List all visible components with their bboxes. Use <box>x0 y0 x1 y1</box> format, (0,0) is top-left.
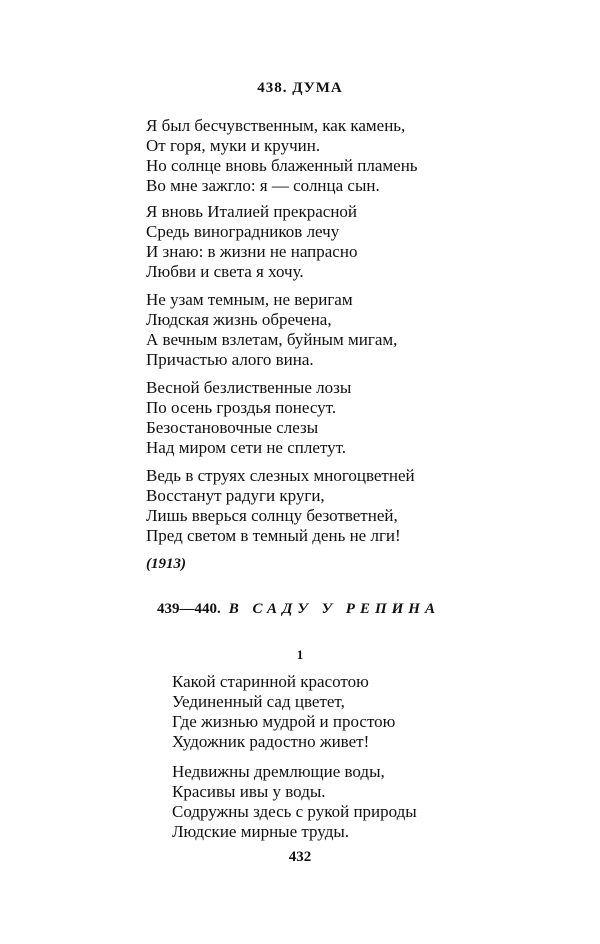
verse-line: По осень гроздья понесут. <box>146 398 337 417</box>
verse-line: Причастью алого вина. <box>146 350 314 369</box>
poem-number: 438. <box>257 80 288 96</box>
verse-line: Я был бесчувственным, как камень, <box>146 116 406 135</box>
verse-line: Людские мирные труды. <box>172 822 350 841</box>
verse-line: Лишь вверься солнцу безответней, <box>146 506 398 525</box>
verse-line: Какой старинной красотою <box>172 672 369 691</box>
poem-title-439-440 <box>157 601 440 618</box>
verse-line: Весной безлиственные лозы <box>146 378 352 397</box>
verse-line: Я вновь Италией прекрасной <box>146 202 358 221</box>
poem-title-438 <box>0 80 600 97</box>
verse-line: Пред светом в темный день не лги! <box>146 526 401 545</box>
verse-line: И знаю: в жизни не напрасно <box>146 242 358 261</box>
verse-line: Художник радостно живет! <box>172 732 370 751</box>
stanza-4 <box>146 378 351 458</box>
verse-line: Недвижны дремлющие воды, <box>172 762 385 781</box>
verse-line: Средь виноградников лечу <box>146 222 340 241</box>
stanza-3 <box>146 290 397 370</box>
verse-line: Где жизнью мудрой и простою <box>172 712 396 731</box>
poem-date: (1913) <box>146 556 186 572</box>
verse-line: Ведь в струях слезных многоцветней <box>146 466 415 485</box>
verse-line: Людская жизнь обречена, <box>146 310 332 329</box>
verse-line: А вечным взлетам, буйным мигам, <box>146 330 398 349</box>
stanza-1 <box>146 116 418 196</box>
part-number: 1 <box>296 647 304 662</box>
verse-line: Красивы ивы у воды. <box>172 782 326 801</box>
verse-line: От горя, муки и кручин. <box>146 136 321 155</box>
verse-line: Но солнце вновь блаженный пламень <box>146 156 418 175</box>
poem-title-text: ДУМА <box>292 80 343 96</box>
verse-line: Над миром сети не сплетут. <box>146 438 347 457</box>
stanza-6 <box>172 672 395 752</box>
verse-line: Любви и света я хочу. <box>146 262 304 281</box>
page-number: 432 <box>288 849 312 865</box>
poem-title-text: В САДУ У РЕПИНА <box>228 601 440 617</box>
stanza-5 <box>146 466 415 546</box>
stanza-2 <box>146 202 357 282</box>
verse-line: Не узам темным, не веригам <box>146 290 353 309</box>
verse-line: Во мне зажгло: я — солнца сын. <box>146 176 380 195</box>
verse-line: Безостановочные слезы <box>146 418 319 437</box>
stanza-7 <box>172 762 417 842</box>
verse-line: Восстанут радуги круги, <box>146 486 325 505</box>
verse-line: Содружны здесь с рукой природы <box>172 802 417 821</box>
poem-number: 439—440. <box>157 601 221 617</box>
verse-line: Уединенный сад цветет, <box>172 692 345 711</box>
